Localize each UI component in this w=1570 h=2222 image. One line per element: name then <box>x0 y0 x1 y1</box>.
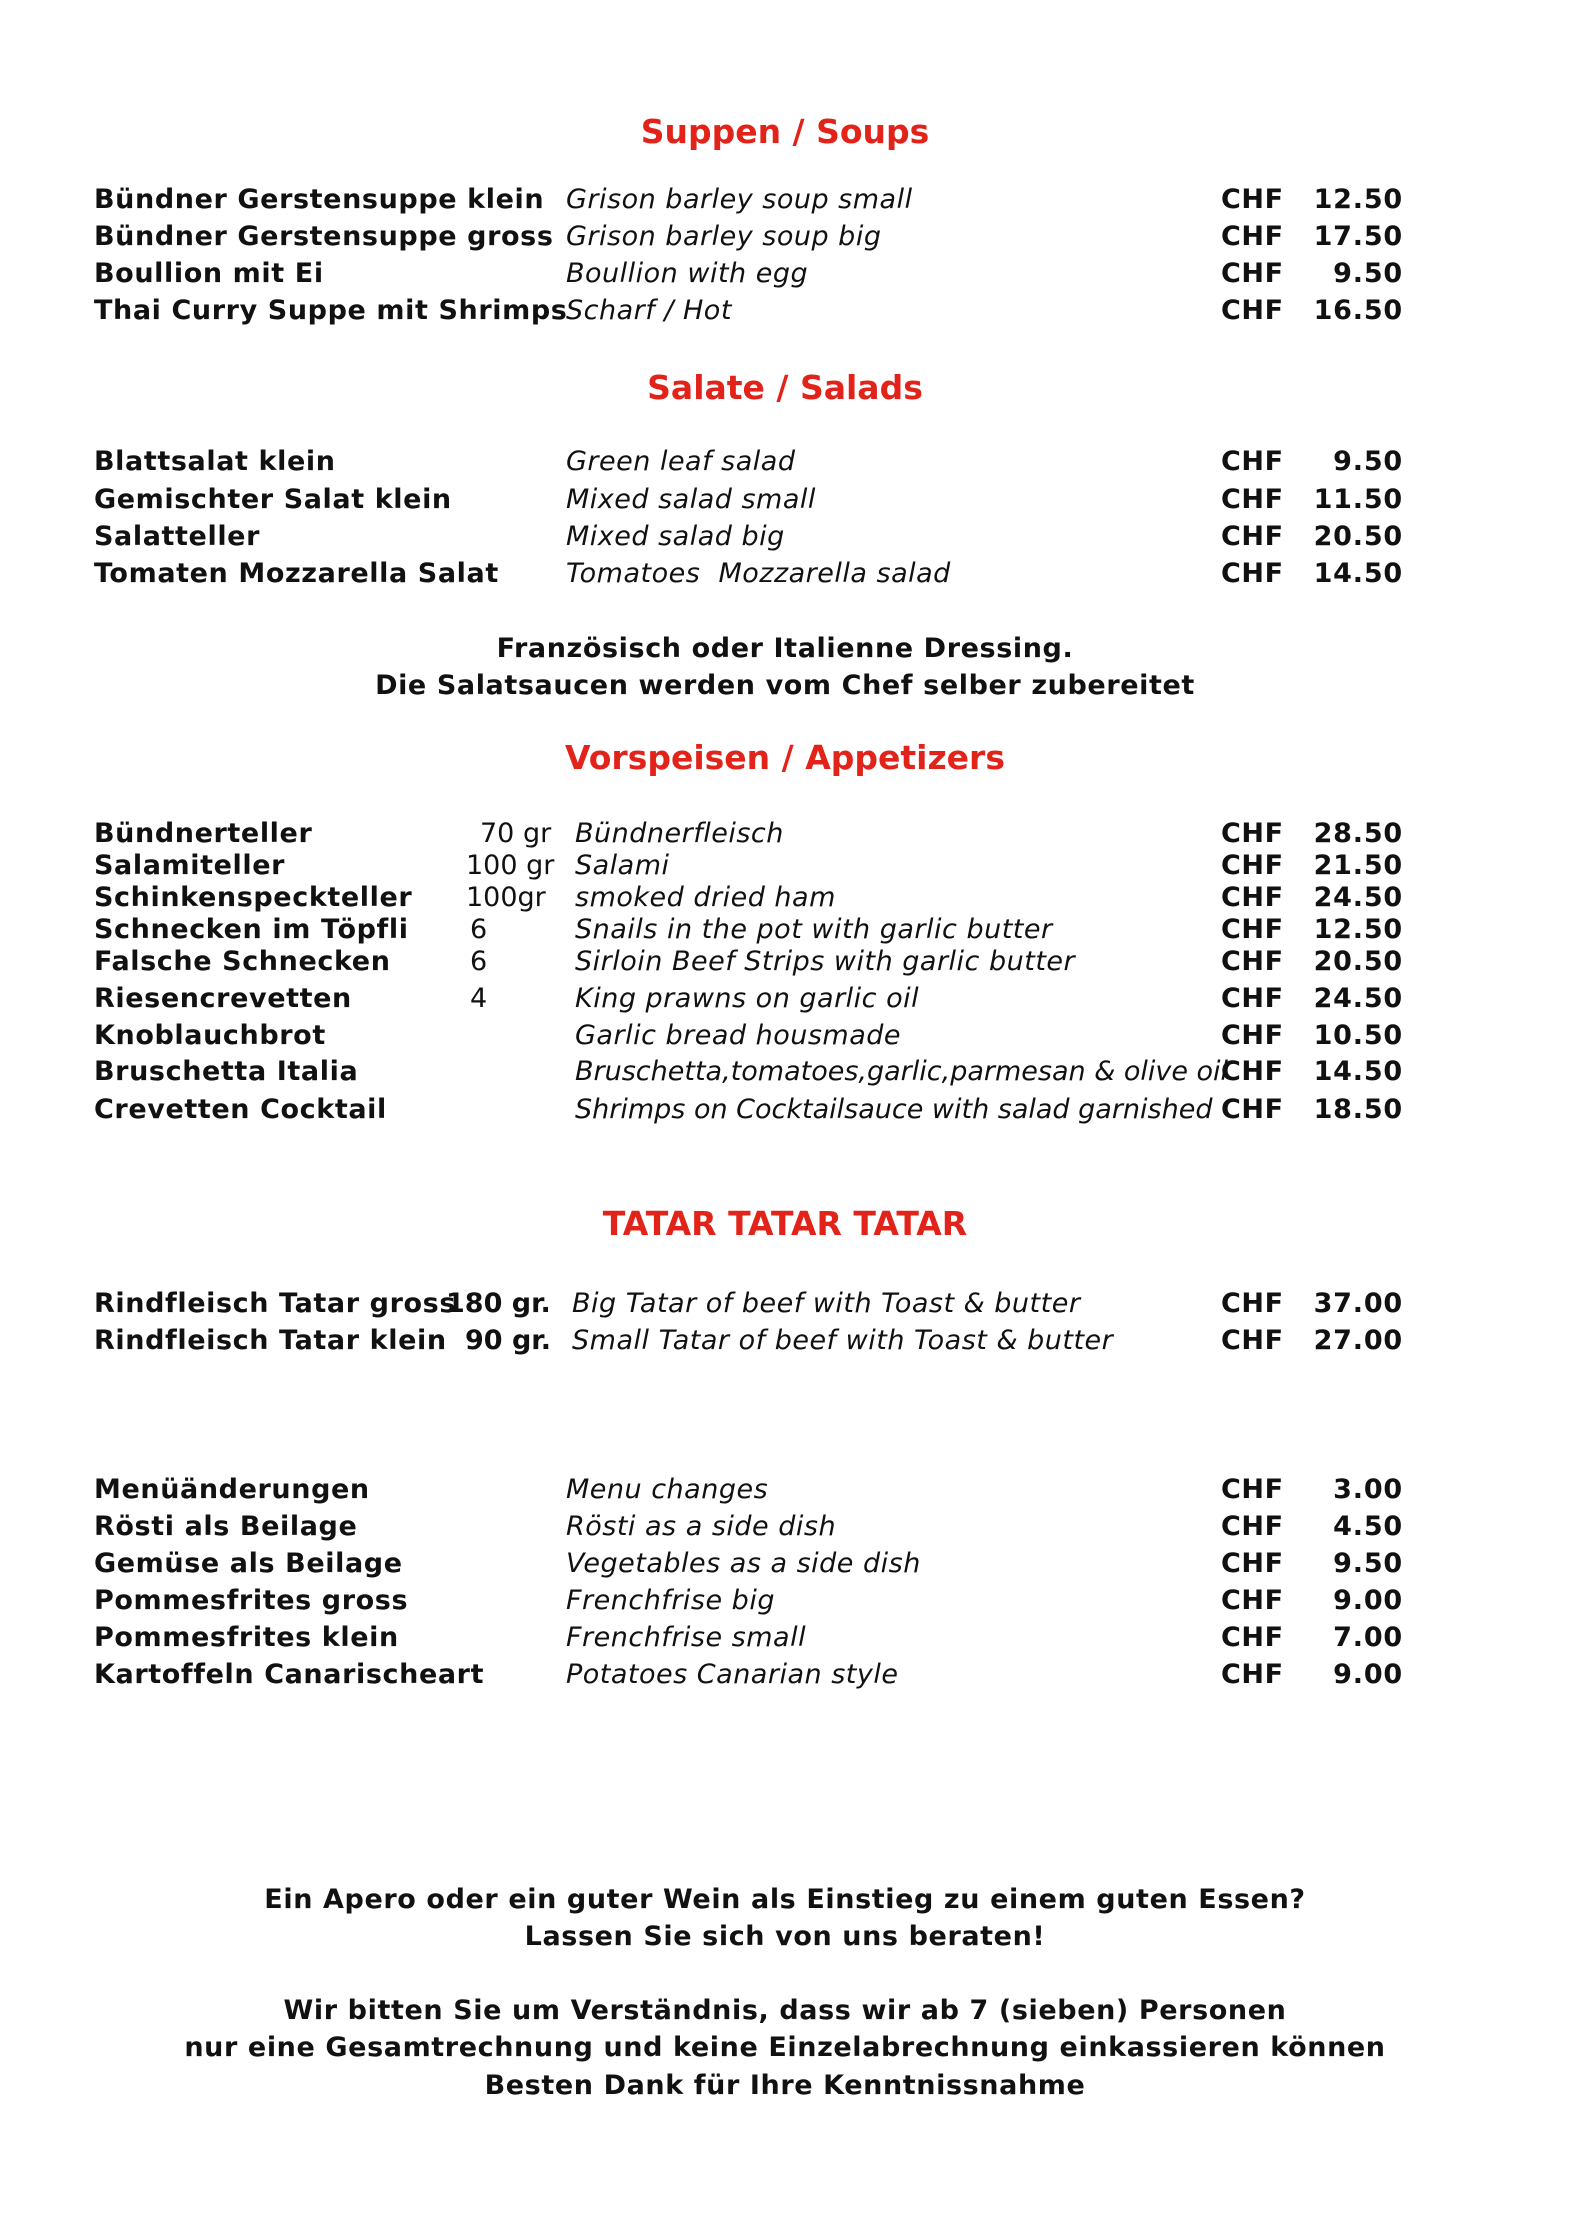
menu-item <box>0 1020 1570 1056</box>
item-name-de: Menüänderungen <box>94 1474 370 1505</box>
item-name-de: Crevetten Cocktail <box>94 1094 387 1125</box>
item-currency: CHF <box>1221 484 1284 515</box>
item-name-en: Big Tatar of beef with Toast & butter <box>572 1288 1081 1319</box>
menu-item <box>0 946 1570 982</box>
menu-item <box>0 1325 1570 1361</box>
item-name-en: Small Tatar of beef with Toast & butter <box>572 1325 1114 1356</box>
item-currency: CHF <box>1221 558 1284 589</box>
salads-heading: Salate / Salads <box>647 368 923 407</box>
item-quantity: 100 gr <box>466 850 555 881</box>
menu-item <box>0 882 1570 918</box>
item-name-de: Kartoffeln Canarischeart <box>94 1659 485 1690</box>
item-name-en: Frenchfrise big <box>566 1585 775 1616</box>
sauce-note: Die Salatsaucen werden vom Chef selber zubereitet <box>375 670 1195 701</box>
item-name-en: Potatoes Canarian style <box>566 1659 899 1690</box>
item-price: 9.50 <box>1333 446 1403 477</box>
item-name-de: Bündnerteller <box>94 818 313 849</box>
item-currency: CHF <box>1221 1548 1284 1579</box>
item-name-en: Frenchfrise small <box>566 1622 807 1653</box>
item-name-de: Thai Curry Suppe mit Shrimps <box>94 295 568 326</box>
item-price: 14.50 <box>1313 1056 1403 1087</box>
item-price: 21.50 <box>1313 850 1403 881</box>
item-currency: CHF <box>1221 258 1284 289</box>
item-price: 28.50 <box>1313 818 1403 849</box>
menu-item <box>0 1511 1570 1547</box>
menu-item <box>0 1659 1570 1695</box>
item-quantity: 100gr <box>466 882 546 913</box>
menu-item <box>0 1585 1570 1621</box>
item-currency: CHF <box>1221 184 1284 215</box>
item-quantity: 6 <box>470 946 488 977</box>
item-price: 20.50 <box>1313 946 1403 977</box>
item-price: 37.00 <box>1313 1288 1403 1319</box>
item-name-en: Scharf / Hot <box>566 295 732 326</box>
item-currency: CHF <box>1221 983 1284 1014</box>
item-name-de: Salamiteller <box>94 850 286 881</box>
item-name-en: Shrimps on Cocktailsauce with salad garnished <box>575 1094 1213 1125</box>
item-name-en: Menu changes <box>566 1474 769 1505</box>
apero-note: Ein Apero oder ein guter Wein als Einstieg zu einem guten Essen? <box>264 1884 1306 1915</box>
item-name-en: Salami <box>575 850 670 881</box>
item-currency: CHF <box>1221 946 1284 977</box>
item-quantity: 90 gr. <box>465 1325 552 1356</box>
item-currency: CHF <box>1221 1474 1284 1505</box>
item-currency: CHF <box>1221 1056 1284 1087</box>
item-price: 12.50 <box>1313 914 1403 945</box>
menu-item <box>0 558 1570 594</box>
item-name-de: Knoblauchbrot <box>94 1020 326 1051</box>
item-name-de: Schinkenspeckteller <box>94 882 413 913</box>
item-name-en: King prawns on garlic oil <box>575 983 920 1014</box>
item-currency: CHF <box>1221 818 1284 849</box>
item-currency: CHF <box>1221 1585 1284 1616</box>
menu-item <box>0 818 1570 854</box>
item-price: 4.50 <box>1333 1511 1403 1542</box>
thanks-note: Besten Dank für Ihre Kenntnissnahme <box>484 2070 1086 2101</box>
item-quantity: 6 <box>470 914 488 945</box>
item-price: 11.50 <box>1313 484 1403 515</box>
item-currency: CHF <box>1221 1622 1284 1653</box>
item-price: 9.00 <box>1333 1585 1403 1616</box>
item-name-de: Pommesfrites gross <box>94 1585 409 1616</box>
item-currency: CHF <box>1221 221 1284 252</box>
menu-item <box>0 446 1570 482</box>
item-name-en: Sirloin Beef Strips with garlic butter <box>575 946 1076 977</box>
item-quantity: 4 <box>470 983 488 1014</box>
item-currency: CHF <box>1221 914 1284 945</box>
menu-item <box>0 484 1570 520</box>
item-name-en: Tomatoes Mozzarella salad <box>566 558 951 589</box>
item-name-en: Boullion with egg <box>566 258 809 289</box>
item-price: 24.50 <box>1313 882 1403 913</box>
item-price: 12.50 <box>1313 184 1403 215</box>
item-name-de: Falsche Schnecken <box>94 946 391 977</box>
menu-item <box>0 1474 1570 1510</box>
item-name-en: Grison barley soup big <box>566 221 882 252</box>
item-name-de: Schnecken im Töpfli <box>94 914 409 945</box>
item-name-en: Rösti as a side dish <box>566 1511 837 1542</box>
item-currency: CHF <box>1221 1659 1284 1690</box>
item-name-de: Gemüse als Beilage <box>94 1548 403 1579</box>
item-name-de: Rindfleisch Tatar gross <box>94 1288 456 1319</box>
menu-item <box>0 914 1570 950</box>
item-currency: CHF <box>1221 1094 1284 1125</box>
item-price: 27.00 <box>1313 1325 1403 1356</box>
item-price: 18.50 <box>1313 1094 1403 1125</box>
item-currency: CHF <box>1221 1511 1284 1542</box>
item-name-de: Tomaten Mozzarella Salat <box>94 558 499 589</box>
item-quantity: 70 gr <box>480 818 552 849</box>
item-currency: CHF <box>1221 850 1284 881</box>
appetizers-heading: Vorspeisen / Appetizers <box>565 738 1005 777</box>
menu-item <box>0 983 1570 1019</box>
menu-item <box>0 850 1570 886</box>
item-name-en: Mixed salad small <box>566 484 816 515</box>
item-currency: CHF <box>1221 521 1284 552</box>
item-name-de: Bündner Gerstensuppe klein <box>94 184 545 215</box>
item-price: 24.50 <box>1313 983 1403 1014</box>
item-name-de: Salatteller <box>94 521 261 552</box>
menu-item <box>0 1622 1570 1658</box>
item-price: 20.50 <box>1313 521 1403 552</box>
item-name-en: Grison barley soup small <box>566 184 913 215</box>
item-name-en: smoked dried ham <box>575 882 836 913</box>
menu-item <box>0 1288 1570 1324</box>
item-currency: CHF <box>1221 882 1284 913</box>
item-name-en: Green leaf salad <box>566 446 796 477</box>
item-price: 16.50 <box>1313 295 1403 326</box>
item-currency: CHF <box>1221 446 1284 477</box>
item-name-de: Riesencrevetten <box>94 983 352 1014</box>
group-bill-note: Wir bitten Sie um Verständnis, dass wir ab 7 (sieben) Personen <box>283 1995 1287 2026</box>
item-name-de: Gemischter Salat klein <box>94 484 452 515</box>
soups-heading: Suppen / Soups <box>640 112 930 151</box>
item-name-de: Rindfleisch Tatar klein <box>94 1325 447 1356</box>
item-price: 14.50 <box>1313 558 1403 589</box>
menu-item <box>0 295 1570 331</box>
menu-item <box>0 521 1570 557</box>
item-currency: CHF <box>1221 295 1284 326</box>
dressing-note: Französisch oder Italienne Dressing. <box>496 633 1074 664</box>
item-price: 10.50 <box>1313 1020 1403 1051</box>
menu-item <box>0 1548 1570 1584</box>
menu-item <box>0 1094 1570 1130</box>
item-currency: CHF <box>1221 1020 1284 1051</box>
menu-item <box>0 258 1570 294</box>
item-name-de: Blattsalat klein <box>94 446 336 477</box>
item-quantity: 180 gr. <box>446 1288 551 1319</box>
menu-item <box>0 1056 1570 1092</box>
item-currency: CHF <box>1221 1288 1284 1319</box>
single-bill-note: nur eine Gesamtrechnung und keine Einzelabrechnung einkassieren können <box>184 2032 1386 2063</box>
item-name-de: Pommesfrites klein <box>94 1622 399 1653</box>
item-currency: CHF <box>1221 1325 1284 1356</box>
item-price: 3.00 <box>1333 1474 1403 1505</box>
menu-item <box>0 221 1570 257</box>
item-name-de: Boullion mit Ei <box>94 258 324 289</box>
menu-item <box>0 184 1570 220</box>
item-name-en: Bündnerfleisch <box>575 818 784 849</box>
item-price: 9.00 <box>1333 1659 1403 1690</box>
advice-note: Lassen Sie sich von uns beraten! <box>524 1921 1046 1952</box>
item-name-en: Vegetables as a side dish <box>566 1548 921 1579</box>
item-name-de: Bündner Gerstensuppe gross <box>94 221 554 252</box>
item-price: 9.50 <box>1333 258 1403 289</box>
item-price: 17.50 <box>1313 221 1403 252</box>
item-name-de: Rösti als Beilage <box>94 1511 358 1542</box>
item-name-en: Bruschetta,tomatoes,garlic,parmesan & olive oil <box>575 1056 1229 1087</box>
item-name-de: Bruschetta Italia <box>94 1056 359 1087</box>
item-price: 9.50 <box>1333 1548 1403 1579</box>
item-name-en: Mixed salad big <box>566 521 785 552</box>
item-name-en: Garlic bread housmade <box>575 1020 902 1051</box>
tatar-heading: TATAR TATAR TATAR <box>602 1204 968 1243</box>
item-name-en: Snails in the pot with garlic butter <box>575 914 1053 945</box>
item-price: 7.00 <box>1333 1622 1403 1653</box>
